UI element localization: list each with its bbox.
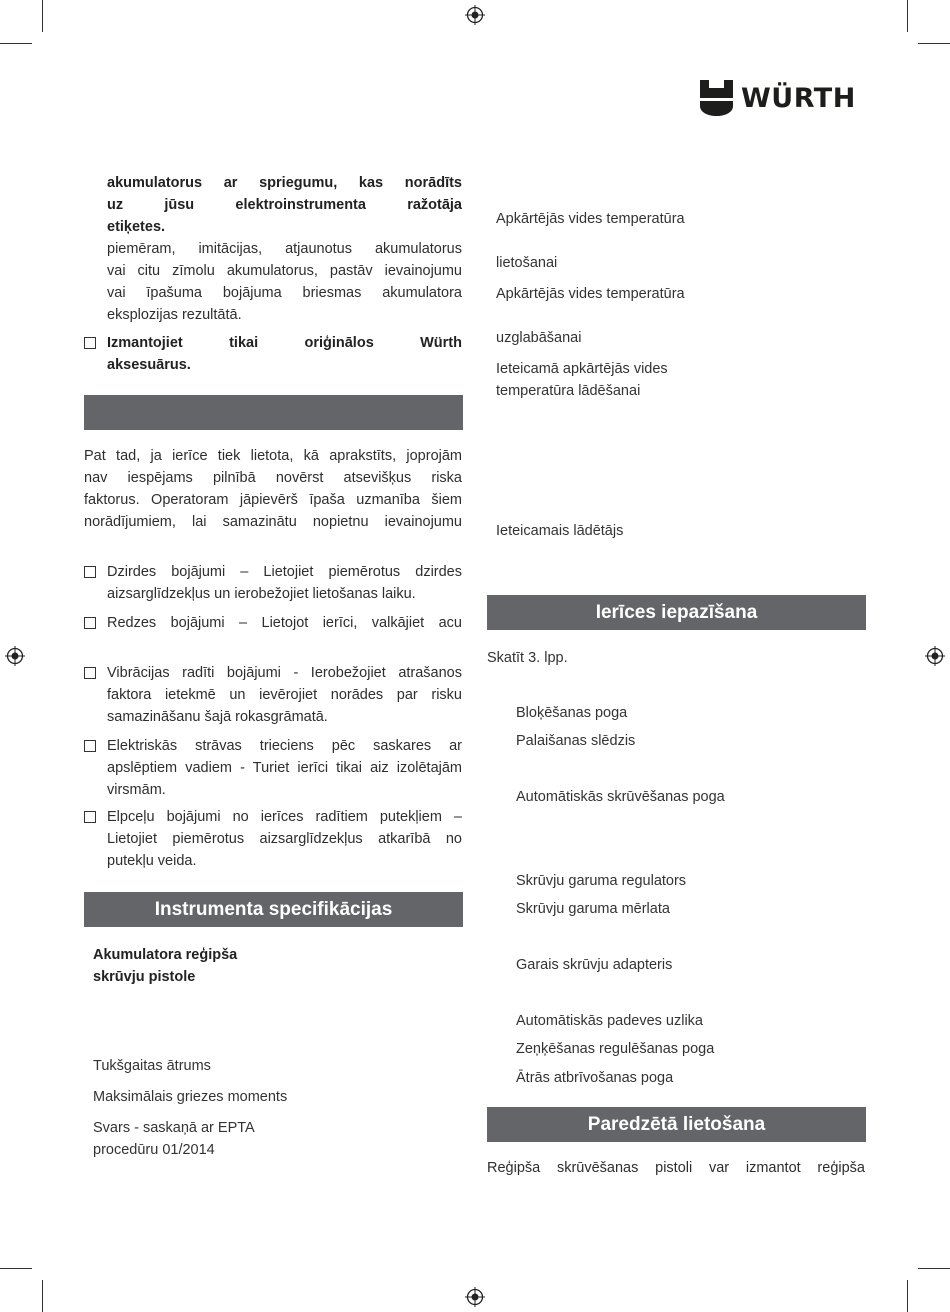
spec-label-ambient-use: lietošanai xyxy=(496,255,558,271)
part-auto-feed: Automātiskās padeves uzlika xyxy=(516,1013,703,1029)
familiarization-heading: Ierīces iepazīšana xyxy=(487,595,866,630)
accessory-item-line: aksesuārus. xyxy=(107,357,191,373)
risk-item-line: putekļu veida. xyxy=(107,853,197,869)
product-name-line: Akumulatora reģipša xyxy=(93,947,238,963)
registration-mark-icon xyxy=(465,1287,485,1307)
checkbox-icon xyxy=(84,337,96,349)
registration-mark-icon xyxy=(925,646,945,666)
intended-use-text: Reģipša skrūvēšanas pistoli var izmantot reģipša xyxy=(487,1160,865,1176)
spec-label-ambient-use: Apkārtējās vides temperatūra xyxy=(496,211,685,227)
specs-heading: Instrumenta specifikācijas xyxy=(84,892,463,927)
crop-mark xyxy=(907,1280,908,1312)
part-quick-release: Ātrās atbrīvošanas poga xyxy=(516,1070,674,1086)
crop-mark xyxy=(907,0,908,32)
residual-text-line: nav iespējams pilnībā novērst atsevišķus riska xyxy=(84,470,462,486)
crop-mark xyxy=(0,1268,32,1269)
spec-label-ambient-charging: temperatūra lādēšanai xyxy=(496,383,641,399)
intro-text-line: vai īpašuma bojājuma briesmas akumulatora xyxy=(107,285,462,301)
spec-label-weight: Svars - saskaņā ar EPTA xyxy=(93,1120,255,1136)
part-auto-screw-button: Automātiskās skrūvēšanas poga xyxy=(516,789,725,805)
risk-item-line: aizsarglīdzekļus un ierobežojiet lietošanas laiku. xyxy=(107,586,416,602)
intro-bold-line: uz jūsu elektroinstrumenta ražotāja xyxy=(107,197,462,213)
risk-item-line: Vibrācijas radīti bojājumi - Ierobežojiet atrašanos xyxy=(107,665,462,681)
intro-text-line: eksplozijas rezultātā. xyxy=(107,307,242,323)
risk-item-line: Elpceļu bojājumi no ierīces radītiem putekļiem – xyxy=(107,809,462,825)
risk-item-line: virsmām. xyxy=(107,782,166,798)
intro-bold-line: etiķetes. xyxy=(107,219,166,235)
checkbox-icon xyxy=(84,566,96,578)
risk-item-line: samazināšanu šajā rokasgrāmatā. xyxy=(107,709,328,725)
spec-label-max-torque: Maksimālais griezes moments xyxy=(93,1089,288,1105)
section-bar-empty xyxy=(84,395,463,430)
risk-item-line: Lietojiet piemērotus aizsarglīdzekļus atkarībā no xyxy=(107,831,462,847)
risk-item-line: Dzirdes bojājumi – Lietojiet piemērotus dzirdes xyxy=(107,564,462,580)
part-countersink-button: Zeņķēšanas regulēšanas poga xyxy=(516,1041,715,1057)
spec-label-no-load-speed: Tukšgaitas ātrums xyxy=(93,1058,211,1074)
registration-mark-icon xyxy=(465,5,485,25)
crop-mark xyxy=(918,1268,950,1269)
accessory-item-line: Izmantojiet tikai oriģinālos Würth xyxy=(107,335,462,351)
part-length-regulator: Skrūvju garuma regulators xyxy=(516,873,687,889)
risk-item-line: faktora ietekmē un ievērojiet norādes par risku xyxy=(107,687,462,703)
wurth-logo xyxy=(700,80,856,116)
registration-mark-icon xyxy=(5,646,25,666)
part-long-adapter: Garais skrūvju adapteris xyxy=(516,957,673,973)
spec-label-charger: Ieteicamais lādētājs xyxy=(496,523,624,539)
spec-label-weight: procedūru 01/2014 xyxy=(93,1142,215,1158)
part-length-scale: Skrūvju garuma mērlata xyxy=(516,901,670,917)
product-name-line: skrūvju pistole xyxy=(93,969,196,985)
checkbox-icon xyxy=(84,811,96,823)
spec-label-ambient-charging: Ieteicamā apkārtējās vides xyxy=(496,361,668,377)
residual-text-line: norādījumiem, lai samazinātu nopietnu ievainojumu xyxy=(84,514,462,530)
residual-text-line: Pat tad, ja ierīce tiek lietota, kā aprakstīts, joprojām xyxy=(84,448,462,464)
spec-label-ambient-storage: Apkārtējās vides temperatūra xyxy=(496,286,685,302)
wurth-emblem-icon xyxy=(700,80,733,116)
risk-item-line: Elektriskās strāvas trieciens pēc saskares ar xyxy=(107,738,462,754)
spec-label-ambient-storage: uzglabāšanai xyxy=(496,330,582,346)
brand-name: WÜRTH xyxy=(741,82,856,114)
intro-text-line: piemēram, imitācijas, atjaunotus akumulatorus xyxy=(107,241,462,257)
intro-text-line: vai citu zīmolu akumulatorus, pastāv ievainojumu xyxy=(107,263,462,279)
part-trigger: Palaišanas slēdzis xyxy=(516,733,636,749)
checkbox-icon xyxy=(84,667,96,679)
see-page-reference: Skatīt 3. lpp. xyxy=(487,650,568,666)
intended-use-heading: Paredzētā lietošana xyxy=(487,1107,866,1142)
checkbox-icon xyxy=(84,740,96,752)
residual-text-line: faktorus. Operatoram jāpievērš īpaša uzmanība šiem xyxy=(84,492,462,508)
checkbox-icon xyxy=(84,617,96,629)
crop-mark xyxy=(918,43,950,44)
intro-bold-line: akumulatorus ar spriegumu, kas norādīts xyxy=(107,175,462,191)
crop-mark xyxy=(42,1280,43,1312)
crop-mark xyxy=(42,0,43,32)
risk-item-line: Redzes bojājumi – Lietojot ierīci, valkājiet acu xyxy=(107,615,462,631)
risk-item-line: apslēptiem vadiem - Turiet ierīci tikai aiz izolētajām xyxy=(107,760,462,776)
part-lock-button: Bloķēšanas poga xyxy=(516,705,628,721)
crop-mark xyxy=(0,43,32,44)
